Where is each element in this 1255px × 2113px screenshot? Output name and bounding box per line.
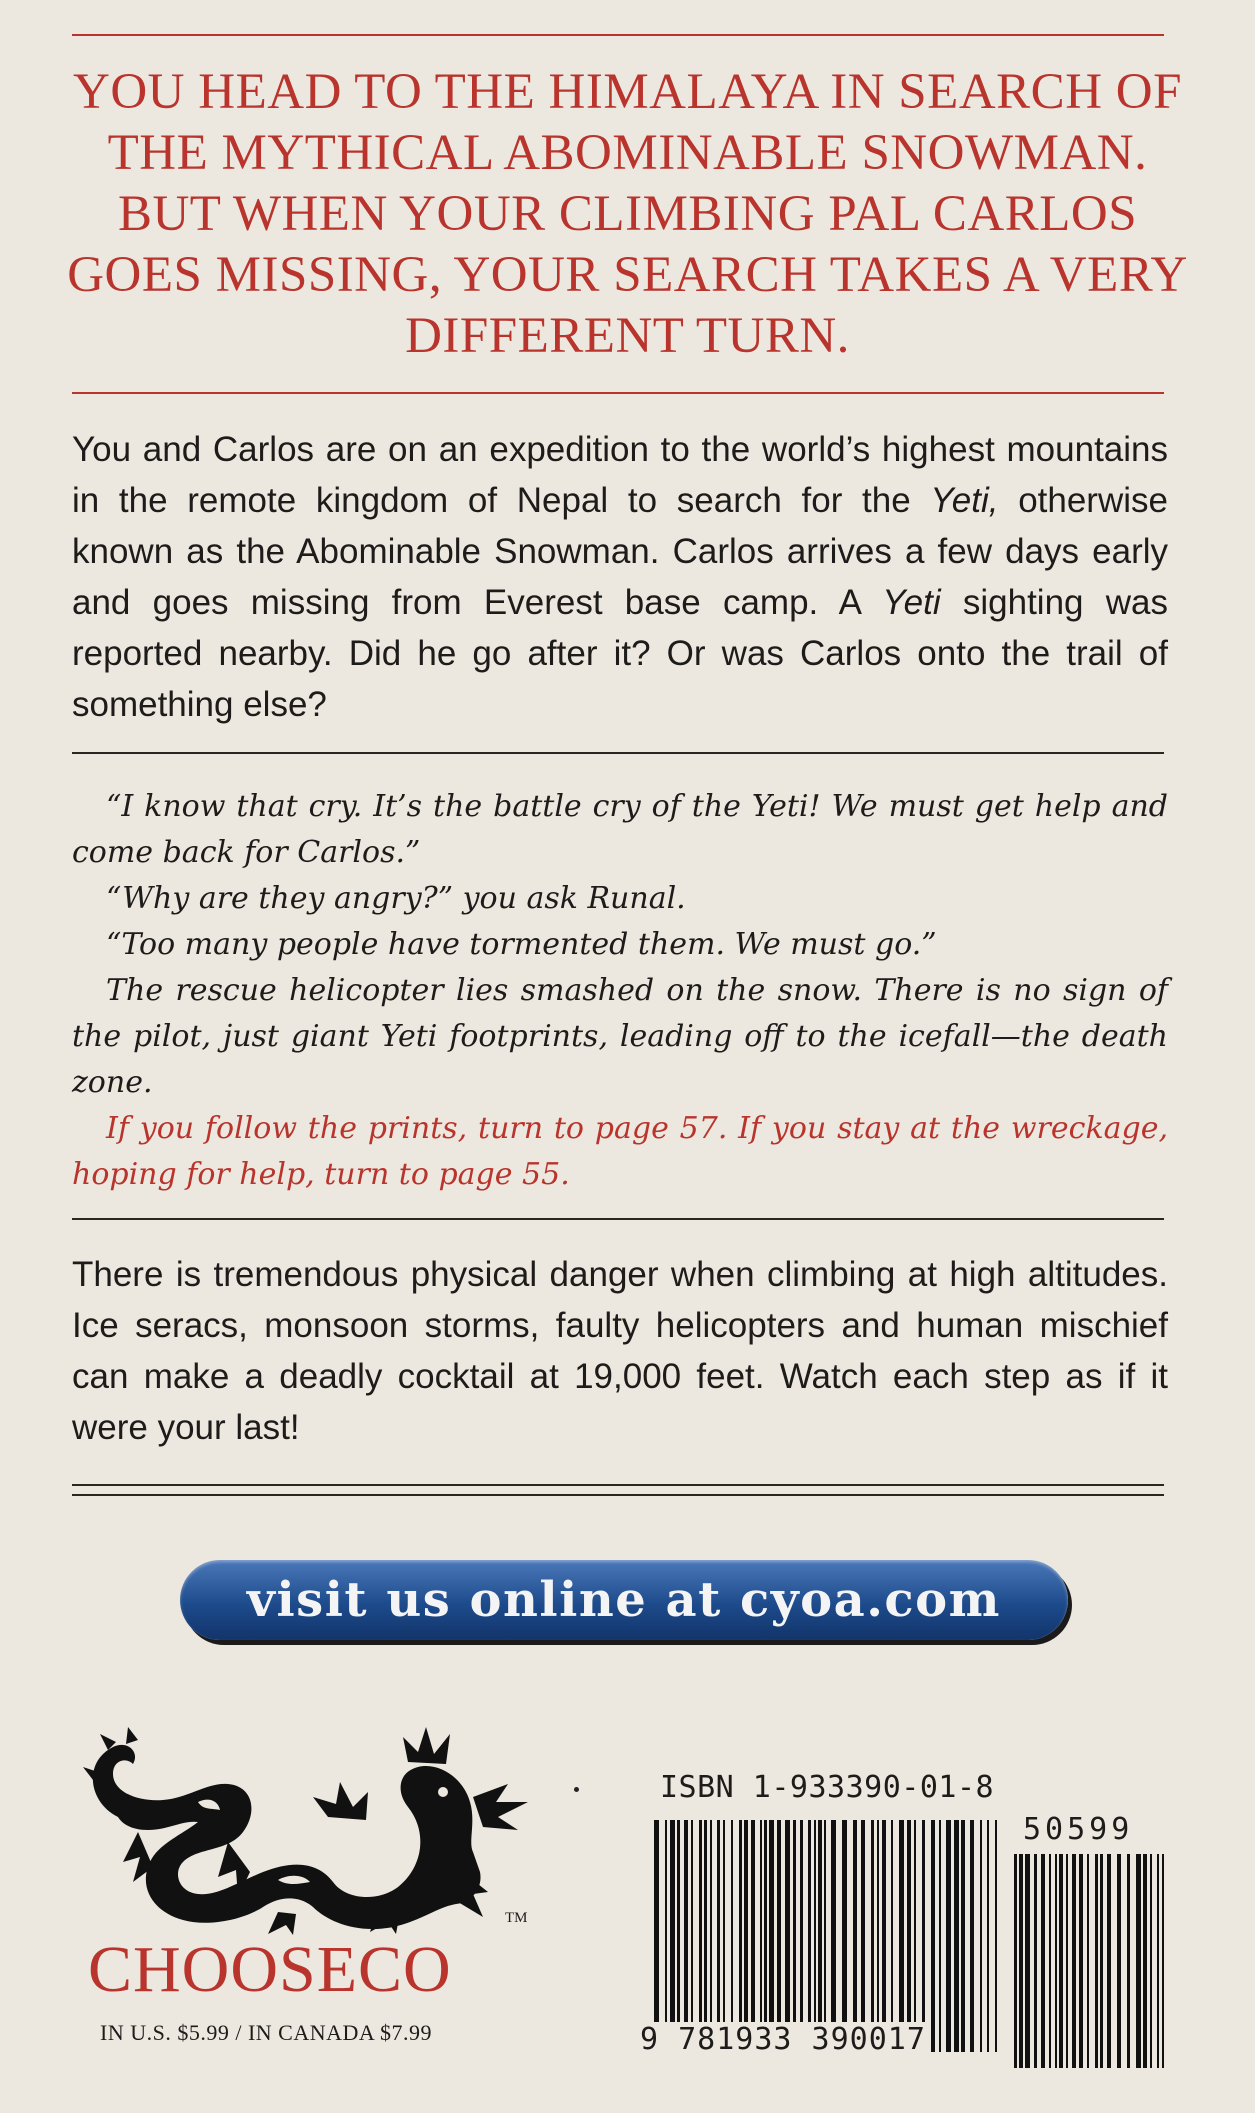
- double-rule-top: [72, 1484, 1164, 1486]
- barcode-bar: [961, 1820, 965, 2052]
- barcode-bar: [1136, 1854, 1141, 2068]
- double-rule-bottom: [72, 1494, 1164, 1496]
- excerpt-paragraph: The rescue helicopter lies smashed on the snow. There is no sign of the pilot, just giant Yeti footprints, leading off to the icefall—the death zone.: [72, 973, 1168, 1100]
- barcode-bar: [764, 1820, 767, 2052]
- barcode-bar: [1150, 1854, 1152, 2068]
- barcode-bar: [1034, 1854, 1037, 2068]
- barcode-bar: [704, 1820, 707, 2052]
- barcode-bar: [800, 1820, 803, 2052]
- barcode-bar: [1162, 1854, 1164, 2068]
- barcode-bar: [710, 1820, 712, 2052]
- barcode-bar: [1055, 1854, 1057, 2068]
- barcode-bar: [717, 1820, 720, 2052]
- barcode-bar: [1079, 1854, 1083, 2068]
- excerpt-paragraph: “Why are they angry?” you ask Runal.: [106, 881, 686, 916]
- top-red-rule: [72, 34, 1164, 36]
- barcode-bar: [946, 1820, 951, 2052]
- isbn-label: ISBN 1-933390-01-8: [660, 1770, 995, 1805]
- publisher-name: CHOOSECO: [88, 1933, 452, 2006]
- synopsis-paragraph: [72, 424, 1168, 730]
- barcode-bar: [1100, 1854, 1103, 2068]
- headline-bottom-red-rule: [72, 392, 1164, 394]
- barcode-bar: [760, 1820, 762, 2052]
- synopsis-text: You and Carlos are on an expedition to the world’s highest mountains in the remote kingdom of Nepal to search for the: [72, 430, 1168, 520]
- excerpt-paragraph: “Too many people have tormented them. We must go.”: [106, 927, 937, 962]
- warning-paragraph: There is tremendous physical danger when climbing at high altitudes. Ice seracs, monsoon storms, faulty helicopters and human mischief can make a deadly cocktail at 19,000 feet. Watch each step as if it were your last!: [72, 1255, 1168, 1447]
- synopsis-yeti-italic: Yeti: [882, 583, 941, 622]
- dragon-logo-icon: [78, 1722, 538, 1937]
- barcode-bar: [793, 1820, 796, 2052]
- barcode-bar: [1014, 1854, 1017, 2068]
- barcode-bar: [677, 1820, 680, 2052]
- barcode-bar: [744, 1820, 748, 2052]
- synopsis-yeti-italic: Yeti,: [930, 481, 999, 520]
- barcode-bar: [1095, 1854, 1098, 2068]
- barcode-bar: [769, 1820, 774, 2052]
- ean-barcode: [652, 1820, 1002, 2052]
- excerpt-paragraph: “I know that cry. It’s the battle cry of the Yeti! We must get help and come back for Carlos.”: [72, 789, 1168, 870]
- barcode-bar: [877, 1820, 879, 2052]
- barcode-bar: [1127, 1854, 1130, 2068]
- barcode-bar: [739, 1820, 742, 2052]
- barcode-bar: [980, 1820, 982, 2052]
- barcode-bar: [699, 1820, 702, 2052]
- website-banner: [180, 1560, 1068, 1640]
- barcode-bar: [1019, 1854, 1023, 2068]
- barcode-block: [640, 1770, 1200, 2080]
- barcode-bar: [907, 1820, 911, 2052]
- barcode-bar: [731, 1820, 733, 2052]
- barcode-bar: [777, 1820, 781, 2052]
- headline: YOU HEAD TO THE HIMALAYA IN SEARCH OF THE MYTHICAL ABOMINABLE SNOWMAN. BUT WHEN YOUR CLIMBING PAL CARLOS GOES MISSING, YOUR SEARCH TAKES A VERY DIFFERENT TURN.: [67, 64, 1188, 364]
- website-banner-text: visit us online at cyoa.com: [247, 1572, 1001, 1628]
- barcode-bar: [970, 1820, 974, 2052]
- barcode-bar: [987, 1820, 989, 2052]
- addon-barcode: [1012, 1854, 1172, 2068]
- barcode-bar: [931, 1820, 935, 2052]
- barcode-bar: [871, 1820, 874, 2052]
- barcode-bar: [814, 1820, 816, 2052]
- barcode-bar: [899, 1820, 904, 2052]
- barcode-bar: [751, 1820, 755, 2052]
- synopsis-text: sighting was reported nearby. Did he go after it? Or was Carlos onto the trail of something else?: [72, 583, 1168, 724]
- barcode-bar: [891, 1820, 893, 2052]
- barcode-bar: [1117, 1854, 1121, 2068]
- barcode-bar: [1066, 1854, 1068, 2068]
- barcode-bar: [1157, 1854, 1159, 2068]
- barcode-bar: [785, 1820, 790, 2052]
- excerpt-divider: [72, 1218, 1164, 1220]
- trademark-mark: TM: [505, 1910, 528, 1926]
- barcode-bar: [1072, 1854, 1076, 2068]
- barcode-bar: [684, 1820, 688, 2052]
- barcode-bar: [1049, 1854, 1051, 2068]
- synopsis-divider: [72, 752, 1164, 754]
- barcode-bar: [853, 1820, 857, 2052]
- synopsis-text: otherwise known as the Abominable Snowman. Carlos arrives a few days early and goes missing from Everest base camp. A: [72, 481, 1168, 622]
- barcode-bar: [691, 1820, 693, 2052]
- barcode-bar: [1025, 1854, 1030, 2068]
- ean-digits: 9 781933 390017: [640, 2022, 926, 2057]
- barcode-bar: [1059, 1854, 1063, 2068]
- barcode-bar: [1087, 1854, 1089, 2068]
- barcode-bar: [922, 1820, 925, 2052]
- barcode-bar: [831, 1820, 836, 2052]
- barcode-bar: [824, 1820, 826, 2052]
- addon-number: 50599: [1023, 1812, 1134, 1847]
- barcode-bar: [842, 1820, 847, 2052]
- barcode-bar: [914, 1820, 916, 2052]
- price-line: IN U.S. $5.99 / IN CANADA $7.99: [100, 2020, 433, 2045]
- barcode-bar: [1143, 1854, 1147, 2068]
- barcode-bar: [954, 1820, 959, 2052]
- barcode-bar: [654, 1820, 659, 2052]
- barcode-bar: [861, 1820, 865, 2052]
- barcode-bar: [882, 1820, 886, 2052]
- barcode-bar: [995, 1820, 997, 2052]
- barcode-bar: [1041, 1854, 1045, 2068]
- barcode-bar: [665, 1820, 667, 2052]
- barcode-bar: [808, 1820, 811, 2052]
- barcode-bar: [1107, 1854, 1111, 2068]
- speck: [574, 1787, 579, 1792]
- barcode-bar: [939, 1820, 941, 2052]
- barcode-bar: [818, 1820, 822, 2052]
- barcode-bar: [670, 1820, 675, 2052]
- story-excerpt: [72, 784, 1168, 1198]
- excerpt-choice: If you follow the prints, turn to page 57. If you stay at the wreckage, hoping for help, turn to page 55.: [72, 1111, 1168, 1192]
- barcode-bar: [723, 1820, 725, 2052]
